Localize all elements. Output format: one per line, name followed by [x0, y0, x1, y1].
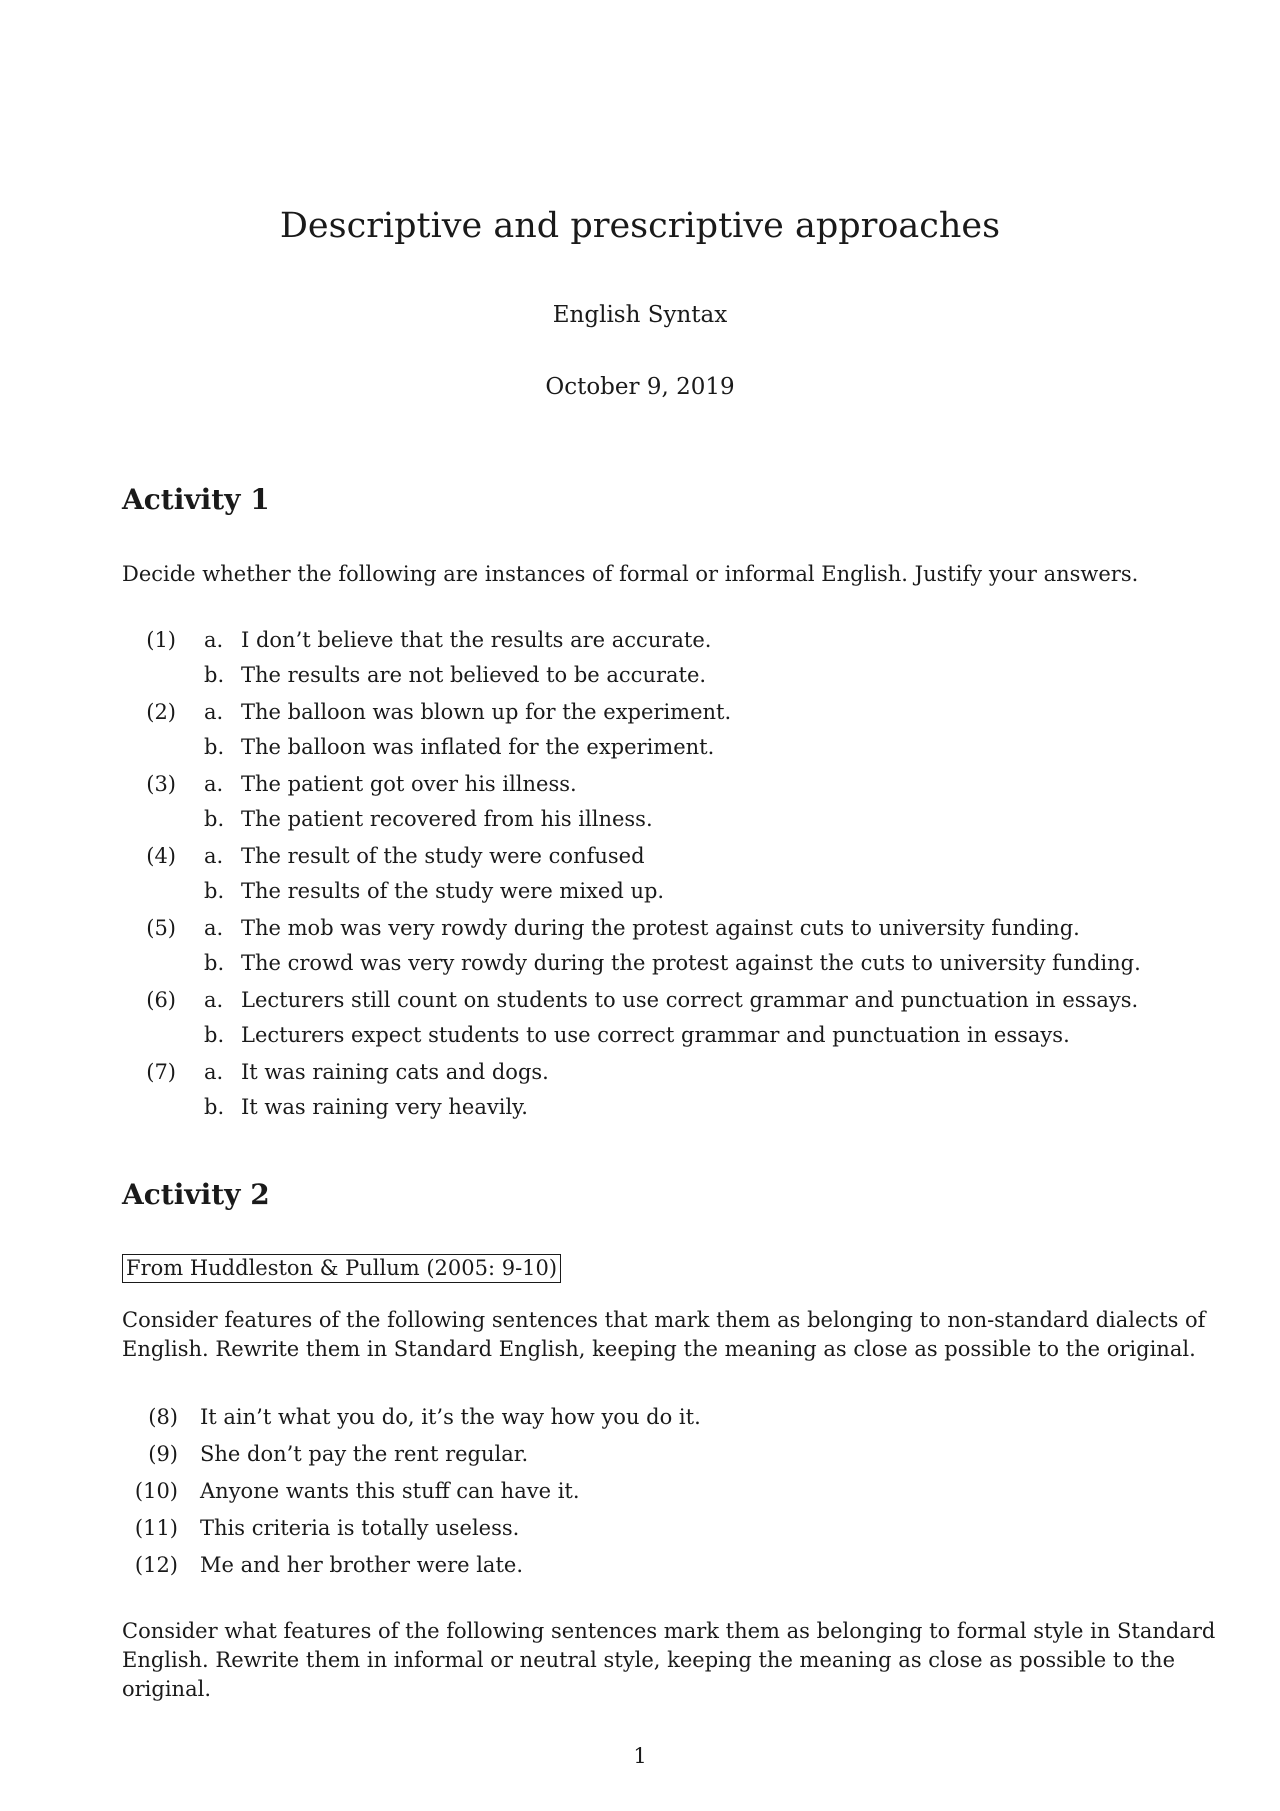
activity2-heading: Activity 2 — [122, 1178, 270, 1211]
example-number: (11) — [134, 1516, 178, 1540]
example-letter: a. — [204, 1060, 224, 1084]
source-citation-box: From Huddleston & Pullum (2005: 9-10) — [122, 1254, 561, 1283]
example-number: (9) — [148, 1442, 178, 1466]
activity1-instruction: Decide whether the following are instances of formal or informal English. Justify your answers. — [122, 562, 1139, 586]
instruction-line: English. Rewrite them in informal or neutral style, keeping the meaning as close as possible to the — [122, 1648, 1176, 1672]
page-number: 1 — [633, 1744, 647, 1768]
activity2-instruction-1 — [122, 1306, 1206, 1364]
example-sentence: The results of the study were mixed up. — [241, 879, 665, 903]
example-number: (1) — [146, 628, 176, 652]
document-date: October 9, 2019 — [545, 374, 735, 400]
example-sentence: The results are not believed to be accurate. — [241, 663, 707, 687]
activity1-heading: Activity 1 — [122, 483, 270, 516]
example-number: (10) — [134, 1479, 178, 1503]
instruction-line: original. — [122, 1677, 211, 1701]
example-letter: a. — [204, 772, 224, 796]
example-letter: b. — [204, 1095, 225, 1119]
example-sentence: The balloon was inflated for the experiment. — [241, 735, 715, 759]
example-sentence: It ain’t what you do, it’s the way how you do it. — [200, 1405, 701, 1429]
document-title: Descriptive and prescriptive approaches — [279, 206, 1001, 246]
example-sentence: Me and her brother were late. — [200, 1553, 523, 1577]
example-sentence: It was raining cats and dogs. — [241, 1060, 549, 1084]
instruction-line: English. Rewrite them in Standard English, keeping the meaning as close as possible to the original. — [122, 1337, 1196, 1361]
example-sentence: Lecturers still count on students to use correct grammar and punctuation in essays. — [241, 988, 1139, 1012]
example-sentence: This criteria is totally useless. — [200, 1516, 520, 1540]
example-letter: b. — [204, 735, 225, 759]
example-sentence: The patient got over his illness. — [241, 772, 577, 796]
example-sentence: The patient recovered from his illness. — [241, 807, 653, 831]
example-number: (12) — [134, 1553, 178, 1577]
example-number: (8) — [148, 1405, 178, 1429]
example-number: (4) — [146, 844, 176, 868]
example-letter: b. — [204, 1023, 225, 1047]
example-number: (3) — [146, 772, 176, 796]
example-sentence: She don’t pay the rent regular. — [200, 1442, 529, 1466]
example-letter: b. — [204, 879, 225, 903]
example-sentence: The result of the study were confused — [241, 844, 645, 868]
example-letter: b. — [204, 951, 225, 975]
example-sentence: Anyone wants this stuff can have it. — [200, 1479, 580, 1503]
instruction-line: Consider what features of the following sentences mark them as belonging to formal style in Standard — [122, 1619, 1216, 1643]
example-number: (6) — [146, 988, 176, 1012]
example-letter: a. — [204, 628, 224, 652]
example-letter: a. — [204, 988, 224, 1012]
document-subtitle: English Syntax — [552, 302, 728, 328]
example-letter: a. — [204, 700, 224, 724]
example-letter: b. — [204, 663, 225, 687]
activity2-instruction-2 — [122, 1617, 1216, 1704]
example-sentence: I don’t believe that the results are accurate. — [241, 628, 712, 652]
example-number: (5) — [146, 916, 176, 940]
example-letter: a. — [204, 916, 224, 940]
example-letter: a. — [204, 844, 224, 868]
instruction-line: Consider features of the following sentences that mark them as belonging to non-standard dialects of — [122, 1308, 1206, 1332]
example-sentence: It was raining very heavily. — [241, 1095, 528, 1119]
example-sentence: The balloon was blown up for the experiment. — [241, 700, 732, 724]
example-sentence: Lecturers expect students to use correct grammar and punctuation in essays. — [241, 1023, 1070, 1047]
example-number: (7) — [146, 1060, 176, 1084]
example-number: (2) — [146, 700, 176, 724]
example-letter: b. — [204, 807, 225, 831]
example-sentence: The crowd was very rowdy during the protest against the cuts to university funding. — [241, 951, 1141, 975]
example-sentence: The mob was very rowdy during the protest against cuts to university funding. — [241, 916, 1080, 940]
